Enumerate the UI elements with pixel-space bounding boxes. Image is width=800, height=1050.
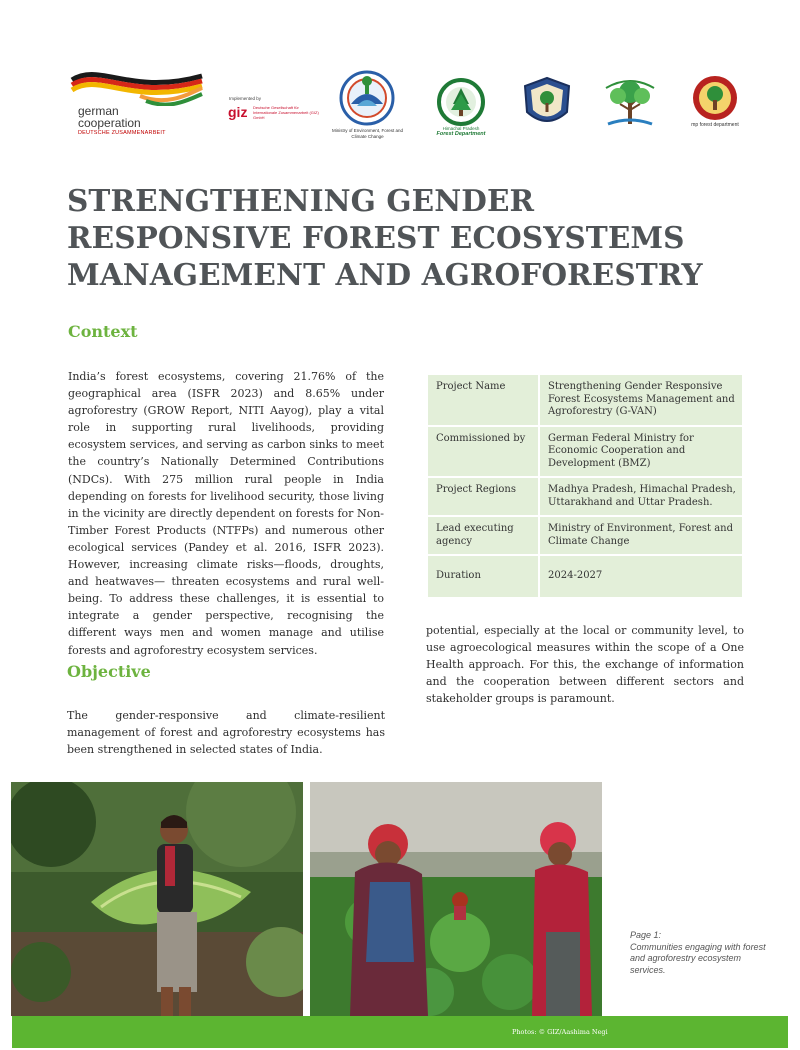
project-table-value: Madhya Pradesh, Himachal Pradesh, Uttarakhand and Uttar Pradesh.: [539, 477, 743, 516]
german-cooperation-logo: [70, 66, 210, 136]
mp-forest-caption: mp forest department: [691, 122, 739, 128]
german-logo-line1: german: [78, 104, 119, 118]
project-table-key: Lead executing agency: [427, 516, 539, 555]
giz-wordmark: giz: [228, 104, 248, 120]
footer-bar: [12, 1016, 788, 1048]
objective-paragraph: The gender-responsive and climate-resilient management of forest and agroforestry ecosystems has been strengthened in selected states of India.: [67, 709, 385, 757]
giz-implemented-by: Implemented by: [229, 96, 262, 101]
photo-woman-carrying-fodder: [11, 782, 303, 1016]
photo-caption: Page 1: Communities engaging with forest and agroforestry ecosystem services.: [630, 930, 766, 975]
context-paragraph: India’s forest ecosystems, covering 21.76% of the geographical area (ISFR 2023) and 8.65% under agroforestry (GROW Report, NITI Aayog), play a vital role in supporting rural livelihoods, providing ecosystem services, and serving as carbon sinks to meet the country’s Nationally Determined Contributions (NDCs). With 275 million rural people in India depending on forests for livelihood security, those living in the vicinity are directly dependent on forests for Non-Timber Forest Products (NTFPs) and numerous other ecological services (Pandey et al. 2016, ISFR 2023). However, increasing climate risks—floods, droughts, and heatwaves— threaten ecosystems and rural well-being. To address these challenges, it is essential to integrate a gender perspective, recognising the different ways men and women manage and utilise forests and agroforestry ecosystem services.: [68, 370, 384, 657]
project-table-row: [427, 555, 743, 598]
project-table-key: Commissioned by: [427, 426, 539, 478]
context-heading: Context: [68, 322, 138, 341]
project-table-value: German Federal Ministry for Economic Cooperation and Development (BMZ): [539, 426, 743, 478]
objective-heading: Objective: [67, 662, 151, 681]
page-title: STRENGTHENING GENDER RESPONSIVE FOREST ECOSYSTEMS MANAGEMENT AND AGROFORESTRY: [67, 183, 703, 292]
project-table-value: Ministry of Environment, Forest and Climate Change: [539, 516, 743, 555]
project-table-value: 2024-2027: [539, 555, 743, 598]
german-flag-wave-icon: [70, 66, 205, 106]
project-info-table: [426, 373, 744, 599]
project-table-key: Duration: [427, 555, 539, 598]
photo-credit: Photos: © GIZ/Aashima Negi: [512, 1028, 608, 1036]
moefcc-emblem-icon: [337, 70, 397, 128]
hp-forest-caption-2: Forest Department: [436, 131, 486, 137]
hp-forest-caption-1: Himachal Pradesh: [442, 126, 480, 131]
right-column-paragraph: potential, especially at the local or community level, to use agroecological measures within the scope of a One Health approach. For this, the exchange of information and the cooperation between different sectors and stakeholder groups is paramount.: [426, 624, 744, 706]
project-table-key: Project Regions: [427, 477, 539, 516]
photo-women-in-field: [310, 782, 602, 1016]
hp-forest-emblem-icon: [436, 78, 486, 126]
project-table-row: [427, 426, 743, 478]
giz-logo: [228, 96, 338, 126]
project-table-row: [427, 516, 743, 555]
mp-forest-emblem-icon: [688, 74, 742, 122]
project-table-row: [427, 374, 743, 426]
german-logo-line2: cooperation: [78, 116, 141, 130]
uttarakhand-forest-badge-icon: [521, 76, 573, 130]
moefcc-caption: Ministry of Environment, Forest and Climate Change: [331, 128, 404, 139]
giz-subtitle: Deutsche Gesellschaft für Internationale Zusammenarbeit (GIZ) GmbH: [253, 105, 319, 120]
project-table-key: Project Name: [427, 374, 539, 426]
german-logo-line3: DEUTSCHE ZUSAMMENARBEIT: [78, 130, 166, 136]
project-table-value: Strengthening Gender Responsive Forest Ecosystems Management and Agroforestry (G-VAN): [539, 374, 743, 426]
up-forest-tree-emblem-icon: [598, 74, 662, 130]
project-table-row: [427, 477, 743, 516]
